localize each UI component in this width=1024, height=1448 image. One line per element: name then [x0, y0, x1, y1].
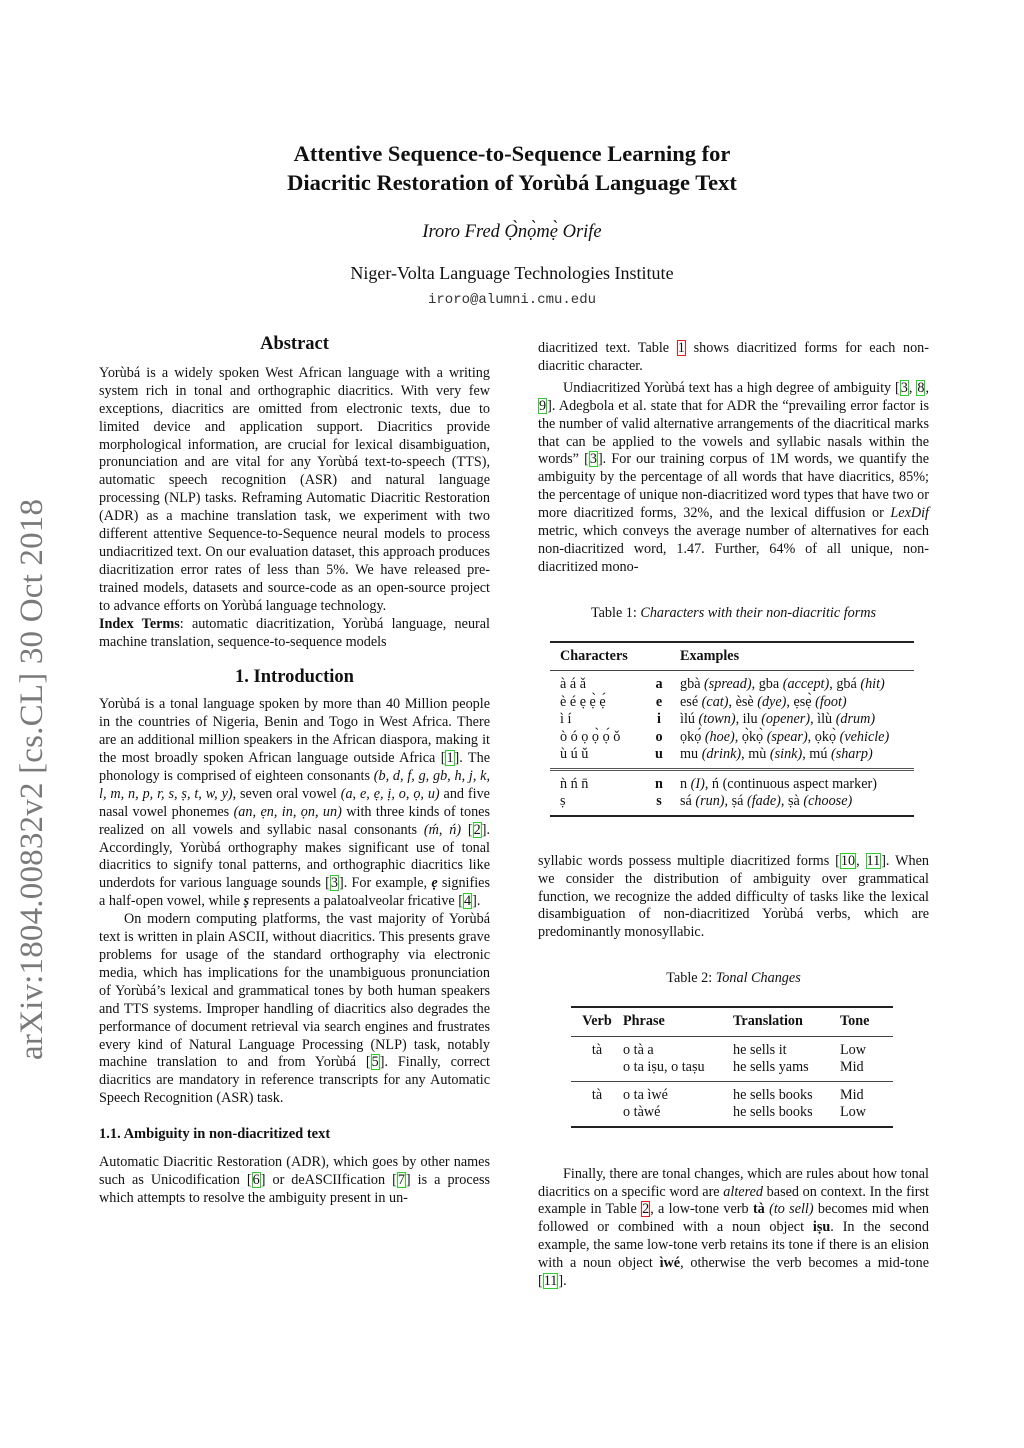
examples: [680, 746, 914, 769]
author-name: Iroro Fred Ọ̀nọ̀mẹ̀ Orife: [422, 222, 602, 242]
text: based on context. In the first example in Table: [538, 1183, 929, 1218]
text: On modern computing platforms, the vast majority of Yorùbá text is written in plain ASCII, without diacritics. This presents grave problems for usage of the standard orthography via electronic media, which has implications for the unambiguous pronunciation of Yorùbá’s lexical and grammatical tones by both human speakers and TTS systems. Improper handling of diacritics also degrades the performance of document retrieval via search engines and frustrates every kind of Natural Language Processing (NLP) task, notably machine translation to and from Yorùbá [: [99, 911, 490, 1071]
example-gloss: (vehicle): [836, 728, 890, 745]
example-word: , ìlù: [810, 711, 833, 728]
translation-cell: he sells books: [733, 1104, 813, 1121]
example-gloss: (choose): [799, 793, 853, 810]
text: with three kinds of tones realized on all vowels and syllabic nasal consonants: [99, 803, 490, 838]
citation-link[interactable]: 3: [900, 379, 908, 396]
column-header: Translation: [733, 1013, 803, 1030]
example-gloss: (run): [691, 793, 725, 810]
example-word: ọkọ́: [680, 728, 702, 745]
example-gloss: (cat): [698, 693, 729, 710]
example-gloss: (sharp): [827, 746, 873, 763]
phrase-cell: o ta iṣu, o taṣu: [623, 1059, 705, 1076]
paper-title: [200, 139, 824, 197]
column-header: Tone: [840, 1013, 870, 1030]
example-word: , ilu: [735, 711, 758, 728]
translation-cell: he sells books: [733, 1086, 813, 1103]
example-word: , mú: [802, 746, 828, 763]
abstract-heading: Abstract: [260, 334, 329, 354]
example-word: , ṣá: [724, 793, 744, 810]
intro-paragraph-1: [99, 696, 490, 911]
emphasis: altered: [723, 1183, 763, 1200]
example-gloss: (foot): [811, 693, 847, 710]
consonant-list: (b, d, f, g, gb, h, j, k, l, m, n, p, r, s, ṣ, t, w, y): [99, 767, 490, 802]
table-row: [571, 1081, 893, 1104]
example-gloss: (opener): [757, 711, 811, 728]
example-gloss: (spread): [700, 676, 752, 693]
column-header: Characters: [560, 647, 628, 664]
text: ]. For example,: [338, 875, 432, 892]
example-word: , ṣà: [780, 793, 800, 810]
verb-cell: tà: [591, 1041, 603, 1058]
example-word: , ọ̀kọ̀: [734, 728, 764, 745]
section-heading-introduction: 1. Introduction: [235, 667, 354, 688]
noun-term: ìwé: [659, 1255, 681, 1272]
caption-label: Table 2:: [666, 970, 716, 987]
index-terms-text: : automatic diacritization, Yorùbá language, neural machine translation, sequence-to-sequence models: [99, 615, 491, 650]
nasal-vowel-list: (an, ẹn, in, ọn, un): [233, 803, 342, 820]
diacritic-characters: ì í: [560, 711, 572, 728]
example-word: , mù: [741, 746, 767, 763]
base-character: o: [655, 728, 663, 745]
table-2-tonal-changes: [571, 1006, 893, 1128]
table-2-caption: [538, 970, 929, 988]
text: ].: [558, 1273, 567, 1290]
example-gloss: (accept): [779, 676, 830, 693]
text: ] or deASCIIfication [: [260, 1171, 397, 1188]
title-line-2: Diacritic Restoration of Yorùbá Language Text: [287, 170, 737, 195]
example-word: , ọkọ̀: [807, 728, 837, 745]
text: , otherwise the verb becomes a mid-tone [: [538, 1255, 929, 1290]
text: ]. When we consider the distribution of ambiguity over grammatical function, we recognize the added difficulty of tasks like the lexical disambiguation of non-diacritized Yorùbá verbs, which are predominantly monosyllabic.: [538, 852, 930, 941]
base-character: e: [655, 693, 663, 710]
citation-link[interactable]: 6: [252, 1171, 260, 1188]
ambiguity-paragraph-1: [99, 1154, 490, 1208]
table-reference-link[interactable]: 2: [642, 1201, 650, 1218]
index-terms-label: Index Terms: [99, 615, 180, 632]
text: ]. For our training corpus of 1M words, we quantify the ambiguity by the percentage of all words that have diacritics, 85%; the percentage of unique non-diacritized word types that have two or more diacritized forms, 32%, and the lexical diffusion or: [538, 451, 929, 522]
table-row: [550, 769, 914, 793]
table-1-caption: [538, 605, 929, 623]
example-char: ẹ: [431, 875, 438, 892]
nasal-consonant-list: (ḿ, ń): [423, 821, 462, 838]
tone-cell: Mid: [840, 1059, 864, 1076]
text: ]. Adegbola et al. state that for ADR the “prevailing error factor is the number of valid alternative arrangements of the diacritical marks that can be applied to the vowels and syllabic nasals within the words” [: [538, 397, 929, 468]
abstract-body: Yorùbá is a widely spoken West African language with a writing system rich in tonal and orthographic diacritics. With very few exceptions, diacritics are omitted from electronic texts, due to limited device and application support. Diacritics provide morphological information, are crucial for lexical disambiguation, pronunciation and are vital for any Yorùbá text-to-speech (TTS), automatic speech recognition (ASR) and natural language processing (NLP) tasks. Reframing Automatic Diacritic Restoration (ADR) as a machine translation task, we experiment with two different attentive Sequence-to-Sequence neural models to process undiacritized text. On our evaluation dataset, this approach produces diacritization error rates of less than 5%. We have released pre-trained models, datasets and source-code as an open-source project to advance efforts on Yorùbá language technology.: [99, 364, 490, 614]
caption-text: Tonal Changes: [715, 970, 801, 987]
example-gloss: (fade): [743, 793, 781, 810]
table-row: [571, 1036, 893, 1059]
verb-term: tà: [752, 1201, 765, 1218]
text: diacritized text. Table: [538, 340, 677, 356]
citation-link[interactable]: 8: [917, 379, 925, 396]
column-header: Phrase: [623, 1013, 665, 1030]
base-character: u: [655, 746, 663, 763]
table-row: [571, 1059, 893, 1081]
tone-cell: Low: [840, 1041, 867, 1058]
text: ,: [925, 379, 929, 396]
verb-cell: tà: [591, 1086, 603, 1103]
citation-link[interactable]: 3: [589, 451, 597, 468]
citation-link[interactable]: 3: [330, 875, 338, 892]
citation-link[interactable]: 1: [446, 750, 454, 767]
table-row: [550, 729, 914, 747]
ambiguity-paragraph-2-continued: [538, 853, 929, 943]
oral-vowel-list: (a, e, ẹ, ị, o, ọ, u): [340, 785, 440, 802]
diacritic-characters: ò ó ọ ọ̀ ọ́ ǒ: [560, 728, 621, 745]
example-gloss: (drum): [832, 711, 876, 728]
verb-cell: [571, 1104, 623, 1127]
phrase-cell: o ta ìwé: [623, 1086, 668, 1103]
citation-link[interactable]: 7: [397, 1171, 405, 1188]
citation-link[interactable]: 2: [473, 821, 481, 838]
text: shows diacritized forms for each non-diacritic character.: [538, 340, 929, 374]
text: , seven oral vowel: [232, 785, 341, 802]
table-row: [571, 1104, 893, 1127]
text: signifies a half-open vowel, while: [99, 875, 490, 910]
example-gloss: (spear): [763, 728, 808, 745]
phrase-cell: o tà a: [623, 1041, 654, 1058]
example-word: , gbá: [829, 676, 857, 693]
table-row: [550, 694, 914, 712]
author-email[interactable]: iroro@alumni.cmu.edu: [427, 292, 597, 308]
ambiguity-paragraph-1-continued: [538, 340, 929, 376]
tone-cell: Low: [840, 1104, 867, 1121]
text: syllabic words possess multiple diacritized forms [: [538, 852, 840, 869]
example-word: n: [680, 775, 688, 792]
citation-link[interactable]: 11: [866, 852, 881, 869]
text: Finally, there are tonal changes, which are rules about how tonal diacritics on a specific word are: [538, 1165, 929, 1200]
diacritic-characters: ǹ ń n̄: [560, 775, 589, 792]
examples: [680, 694, 914, 712]
text: ]. The phonology is comprised of eighteen consonants: [99, 750, 490, 784]
examples: [680, 711, 914, 729]
diacritic-characters: ù ú ǔ: [560, 746, 589, 763]
translation-cell: he sells yams: [733, 1059, 809, 1076]
text: Undiacritized Yorùbá text has a high degree of ambiguity [: [563, 379, 900, 396]
text: ] is a process which attempts to resolve the ambiguity present in un-: [99, 1171, 490, 1206]
example-char: ṣ: [243, 893, 250, 910]
ambiguity-paragraph-2: [538, 380, 929, 577]
noun-term: iṣu: [812, 1219, 831, 1236]
text: ,: [908, 379, 917, 396]
intro-paragraph-2: [99, 911, 490, 1108]
affiliation: Niger-Volta Language Technologies Institute: [350, 263, 674, 283]
example-word: esé: [680, 693, 699, 710]
examples: [680, 769, 914, 793]
text: . In the second example, the same low-tone verb retains its tone if there is an elision with a noun object: [538, 1219, 929, 1272]
example-word: gbà: [680, 676, 701, 693]
example-word: , ẹsẹ̀: [786, 693, 812, 710]
citation-link[interactable]: 10: [840, 852, 856, 869]
text: represents a palatoalveolar fricative [: [249, 893, 464, 910]
citation-link[interactable]: 11: [543, 1273, 558, 1290]
caption-label: Table 1:: [590, 604, 641, 621]
text: ]. Accordingly, Yorùbá orthography makes significant use of tonal diacritics to signify tonal patterns, and orthographic diacritics like underdots for various language sounds [: [99, 821, 490, 892]
base-character: s: [656, 793, 662, 810]
translation-cell: he sells it: [733, 1041, 787, 1058]
examples: [680, 729, 914, 747]
table-row: [550, 746, 914, 769]
example-word: , gba: [751, 676, 780, 693]
tonal-changes-paragraph: [538, 1166, 929, 1291]
table-1-characters: [550, 641, 914, 817]
example-gloss: (sink): [766, 746, 803, 763]
text: , a low-tone verb: [650, 1201, 753, 1218]
index-terms: [99, 616, 490, 652]
examples: [680, 793, 914, 816]
text: ].: [472, 893, 481, 910]
example-word: , ń (continuous aspect marker): [704, 775, 877, 792]
column-header: Verb: [582, 1013, 612, 1030]
diacritic-characters: è é ẹ ẹ̀ ẹ́: [560, 693, 606, 710]
example-gloss: (dye): [753, 693, 787, 710]
subsection-heading-ambiguity: 1.1. Ambiguity in non-diacritized text: [99, 1126, 331, 1143]
arxiv-identifier-stamp: arXiv:1804.00832v2 [cs.CL] 30 Oct 2018: [14, 498, 50, 1060]
table-row: [550, 671, 914, 694]
citation-link[interactable]: 9: [539, 397, 547, 414]
diacritic-characters: à á ǎ: [560, 676, 586, 693]
right-column: [538, 340, 929, 1291]
table-reference-link[interactable]: 1: [677, 340, 685, 356]
example-word: sá: [680, 793, 692, 810]
base-character: n: [655, 775, 663, 792]
example-gloss: (town): [694, 711, 736, 728]
text: becomes mid when followed or combined with a noun object: [538, 1201, 929, 1236]
example-word: ìlú: [680, 711, 695, 728]
diacritic-characters: ṣ: [560, 793, 566, 810]
text: Automatic Diacritic Restoration (ADR), which goes by other names such as Unicodification [: [99, 1154, 490, 1188]
example-gloss: (I): [687, 775, 705, 792]
text: metric, which conveys the average number of alternatives for each non-diacritized word, 1.47. Further, 64% of all unique, non-diacritized mono-: [538, 523, 929, 575]
lexdif-term: LexDif: [890, 505, 929, 522]
text: and five nasal vowel phonemes: [99, 785, 490, 820]
example-gloss: (drink): [698, 746, 742, 763]
table-row: [550, 793, 914, 816]
example-word: , èsè: [728, 693, 754, 710]
citation-link[interactable]: 5: [371, 1054, 379, 1071]
left-column: [99, 336, 490, 1208]
column-header: Examples: [680, 647, 740, 664]
verb-cell: [571, 1059, 623, 1081]
text: ]. Finally, correct diacritics are mandatory in reference transcripts for any Automatic Speech Recognition (ASR) task.: [99, 1054, 490, 1107]
tone-cell: Mid: [840, 1086, 864, 1103]
example-gloss: (hit): [856, 676, 885, 693]
example-word: mu: [680, 746, 699, 763]
caption-text: Characters with their non-diacritic forms: [640, 604, 877, 621]
text: ,: [856, 852, 866, 869]
examples: [680, 671, 914, 694]
text: Yorùbá is a tonal language spoken by more than 40 Million people in the countries of Nigeria, Benin and Togo in West Africa. There are an additional million speakers in the African diaspora, making it the most broadly spoken African language outside Africa [: [99, 696, 490, 767]
example-gloss: (hoe): [701, 728, 735, 745]
citation-link[interactable]: 4: [464, 893, 472, 910]
phrase-cell: o tàwé: [623, 1104, 661, 1121]
gloss: (to sell): [764, 1201, 814, 1218]
text: [: [461, 821, 473, 838]
base-character: i: [657, 711, 661, 728]
table-row: [550, 711, 914, 729]
title-line-1: Attentive Sequence-to-Sequence Learning for: [293, 141, 731, 166]
base-character: a: [655, 676, 663, 693]
